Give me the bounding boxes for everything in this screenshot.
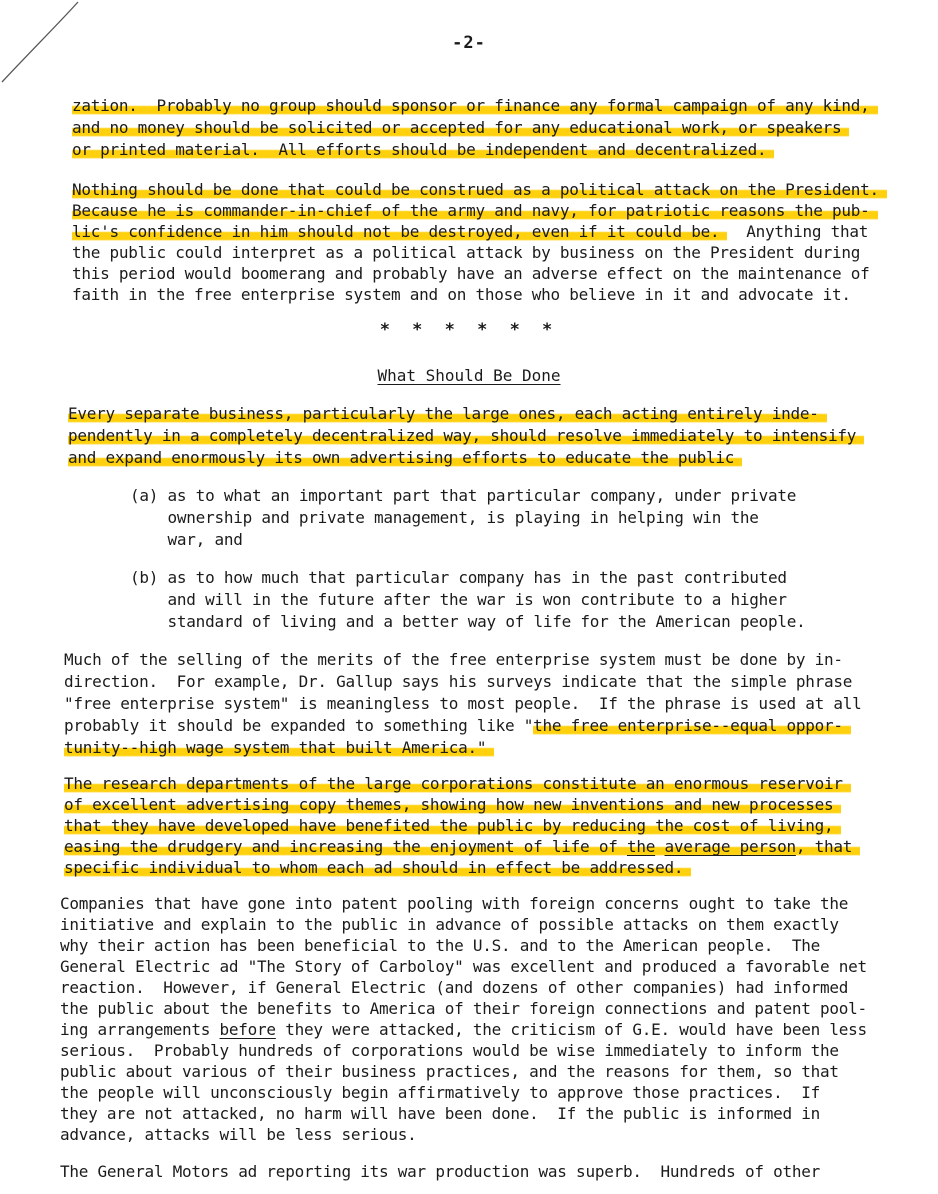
text-line: the people will unconsciously begin affirmatively to approve those practices. If: [60, 1083, 821, 1102]
text-line: specific individual to whom each ad should in effect be addressed.: [64, 858, 691, 878]
text-line: and no money should be solicited or accepted for any educational work, or speakers: [72, 118, 849, 138]
text-line: General Electric ad "The Story of Carboloy" was excellent and produced a favorable net: [60, 957, 867, 976]
text-line: Much of the selling of the merits of the free enterprise system must be done by in-: [64, 650, 843, 669]
text-line: advance, attacks will be less serious.: [60, 1125, 417, 1144]
section-heading: What Should Be Done: [377, 366, 561, 385]
text-line: initiative and explain to the public in advance of possible attacks on them exactly: [60, 915, 839, 934]
text-line: this period would boomerang and probably have an adverse effect on the maintenance of: [72, 264, 870, 283]
text-line: faith in the free enterprise system and on those who believe in it and advocate it.: [72, 285, 851, 304]
text-line: or printed material. All efforts should be independent and decentralized.: [72, 140, 774, 160]
text-line: Because he is commander-in-chief of the army and navy, for patriotic reasons the pub-: [72, 201, 878, 221]
text-line: why their action has been beneficial to the U.S. and to the American people. The: [60, 936, 821, 955]
text-line: the public could interpret as a political attack by business on the President during: [72, 243, 861, 262]
text-line: that they have developed have benefited the public by reducing the cost of living,: [64, 816, 841, 836]
text-line: public about various of their business practices, and the reasons for them, so that: [60, 1062, 839, 1081]
text-line: tunity--high wage system that built America.": [64, 738, 494, 758]
text-line: zation. Probably no group should sponsor or finance any formal campaign of any kind,: [72, 96, 878, 116]
text-line: the public about the benefits to America of their foreign connections and patent pool-: [60, 999, 867, 1018]
text-line: probably it should be expanded to something like "the free enterprise--equal oppor-: [64, 716, 851, 736]
text-line: The research departments of the large corporations constitute an enormous reservoir: [64, 774, 851, 794]
section-separator: * * * * * *: [379, 320, 559, 340]
list-item-line: standard of living and a better way of life for the American people.: [130, 612, 806, 631]
page-number: -2-: [452, 33, 486, 53]
list-item-line: war, and: [130, 530, 243, 549]
text-line: The General Motors ad reporting its war production was superb. Hundreds of other: [60, 1162, 821, 1181]
list-item-line: and will in the future after the war is won contribute to a higher: [130, 590, 787, 609]
text-line: they are not attacked, no harm will have been done. If the public is informed in: [60, 1104, 821, 1123]
text-line: serious. Probably hundreds of corporations would be wise immediately to inform the: [60, 1041, 839, 1060]
list-item-line: (b) as to how much that particular company has in the past contributed: [130, 568, 787, 587]
text-line: direction. For example, Dr. Gallup says his surveys indicate that the simple phrase: [64, 672, 853, 691]
text-line: pendently in a completely decentralized way, should resolve immediately to intensify: [68, 426, 864, 446]
text-line: of excellent advertising copy themes, showing how new inventions and new processes: [64, 795, 841, 815]
text-line: easing the drudgery and increasing the enjoyment of life of the average person, that: [64, 837, 860, 857]
text-line: Nothing should be done that could be construed as a political attack on the President.: [72, 180, 887, 200]
text-line: reaction. However, if General Electric (and dozens of other companies) had informed: [60, 978, 849, 997]
text-line: lic's confidence in him should not be destroyed, even if it could be. Anything that: [72, 222, 869, 241]
list-item-line: (a) as to what an important part that particular company, under private: [130, 486, 797, 505]
list-item-line: ownership and private management, is playing in helping win the: [130, 508, 759, 527]
text-line: Companies that have gone into patent pooling with foreign concerns ought to take the: [60, 894, 849, 913]
text-line: ing arrangements before they were attacked, the criticism of G.E. would have been less: [60, 1020, 867, 1039]
text-line: and expand enormously its own advertising efforts to educate the public: [68, 448, 742, 468]
text-line: Every separate business, particularly the large ones, each acting entirely inde-: [68, 404, 827, 424]
text-line: "free enterprise system" is meaningless to most people. If the phrase is used at all: [64, 694, 862, 713]
